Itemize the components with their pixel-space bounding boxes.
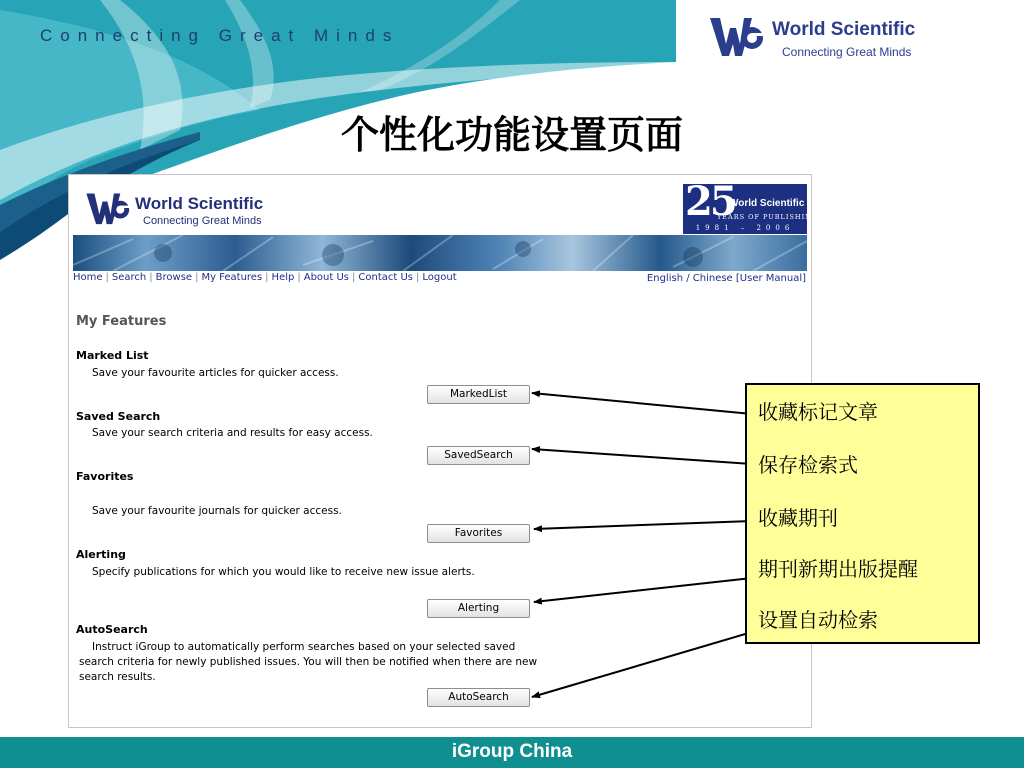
- anniversary-subtitle: YEARS OF PUBLISHING: [717, 213, 819, 221]
- callout-favorites: 收藏期刊: [758, 506, 838, 530]
- section-desc-marked-list: Save your favourite articles for quicker access.: [92, 367, 339, 379]
- autosearch-button[interactable]: AutoSearch: [427, 688, 530, 707]
- nav-separator: |: [105, 272, 109, 283]
- footer-label: iGroup China: [451, 741, 573, 762]
- language-user-manual-link[interactable]: English / Chinese [User Manual]: [646, 273, 806, 284]
- anniversary-number: 25: [685, 178, 735, 225]
- nav-separator: |: [265, 272, 269, 283]
- nav-help[interactable]: Help: [271, 272, 295, 283]
- callout-marked-list: 收藏标记文章: [758, 400, 878, 424]
- arrow-favorites: [534, 521, 752, 529]
- marked-list-button[interactable]: MarkedList: [427, 385, 530, 404]
- arrow-alerting: [534, 578, 752, 602]
- favorites-button[interactable]: Favorites: [427, 524, 530, 543]
- section-desc-saved-search: Save your search criteria and results for easy access.: [92, 427, 373, 439]
- slide-tagline: Connecting Great Minds: [40, 26, 400, 45]
- callout-autosearch: 设置自动检索: [758, 608, 878, 632]
- section-title-saved-search: Saved Search: [76, 410, 161, 423]
- logo-wordmark: World Scientific: [772, 19, 916, 40]
- nav-separator: |: [195, 272, 199, 283]
- section-title-autosearch: AutoSearch: [76, 623, 148, 636]
- nav-separator: |: [149, 272, 153, 283]
- arrow-marked-list: [532, 393, 752, 414]
- arrow-saved-search: [532, 449, 752, 464]
- callout-alerting: 期刊新期出版提醒: [758, 557, 918, 581]
- nav-separator: |: [416, 272, 420, 283]
- page-heading: My Features: [76, 314, 167, 329]
- nav-logout[interactable]: Logout: [422, 272, 457, 283]
- nav-browse[interactable]: Browse: [155, 272, 193, 283]
- logo-tagline: Connecting Great Minds: [782, 45, 912, 59]
- nav-separator: |: [352, 272, 356, 283]
- callout-saved-search: 保存检索式: [758, 453, 858, 477]
- site-logo-tagline: Connecting Great Minds: [143, 215, 262, 227]
- alerting-button[interactable]: Alerting: [427, 599, 530, 618]
- callout-box: [745, 383, 980, 644]
- nav-separator: |: [297, 272, 301, 283]
- section-title-alerting: Alerting: [76, 548, 126, 561]
- nav-search[interactable]: Search: [111, 272, 147, 283]
- footer-bar: [0, 737, 1024, 768]
- section-desc-favorites: Save your favourite journals for quicker access.: [92, 505, 342, 517]
- nav-contact-us[interactable]: Contact Us: [358, 272, 414, 283]
- anniversary-years: 1981 – 2006: [695, 224, 795, 232]
- section-title-favorites: Favorites: [76, 470, 134, 483]
- nav-home[interactable]: Home: [73, 272, 103, 283]
- slide-title: 个性化功能设置页面: [340, 113, 683, 157]
- anniversary-name: World Scientific: [729, 198, 805, 209]
- section-title-marked-list: Marked List: [76, 349, 149, 362]
- nav-my-features[interactable]: My Features: [201, 272, 263, 283]
- nav-about-us[interactable]: About Us: [303, 272, 350, 283]
- section-desc-autosearch: Instruct iGroup to automatically perform searches based on your selected saved search criteria for newly published issues. You will then be notified when there are new search results.: [79, 641, 538, 683]
- saved-search-button[interactable]: SavedSearch: [427, 446, 530, 465]
- section-desc-alerting: Specify publications for which you would like to receive new issue alerts.: [92, 566, 475, 578]
- arrow-autosearch: [532, 632, 752, 697]
- site-logo-wordmark: World Scientific: [135, 194, 264, 213]
